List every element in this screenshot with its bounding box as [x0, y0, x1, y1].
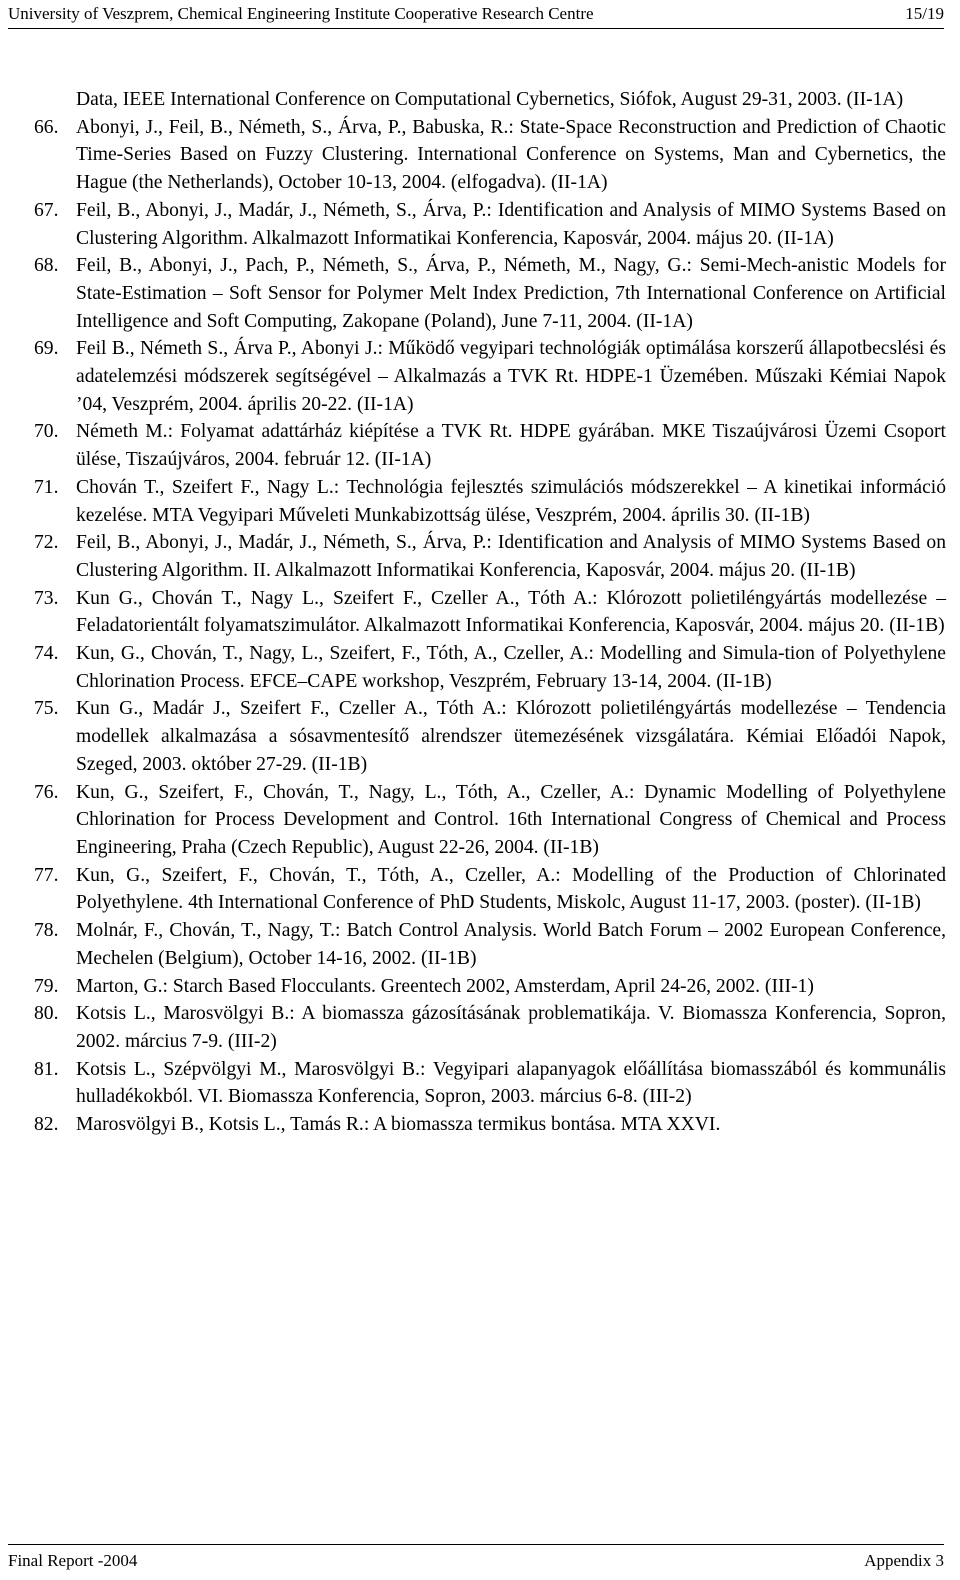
- reference-item: [34, 695, 946, 778]
- reference-item: [34, 418, 946, 473]
- reference-item: [76, 86, 946, 114]
- reference-text: Kotsis L., Szépvölgyi M., Marosvölgyi B.: Vegyipari alapanyagok előállítása biomasszából és kommunális hulladékokból. VI. Biomassza Konferencia, Sopron, 2003. március 6-8. (III-2): [76, 1058, 946, 1108]
- reference-item: [34, 1056, 946, 1111]
- reference-number: 73.: [34, 587, 59, 609]
- reference-number: 77.: [34, 864, 59, 886]
- header-institution: University of Veszprem, Chemical Engineering Institute Cooperative Research Centre: [8, 4, 594, 23]
- reference-text: Kun G., Chován T., Nagy L., Szeifert F., Czeller A., Tóth A.: Klórozott polietiléngyártás modellezése – Feladatorientált folyamatszimulátor. Alkalmazott Informatikai Konferencia, Kaposvár, 2004. május 20. (II-1B): [76, 587, 946, 637]
- reference-item: [34, 252, 946, 335]
- reference-text: Feil, B., Abonyi, J., Madár, J., Németh, S., Árva, P.: Identification and Analysis of MIMO Systems Based on Clustering Algorithm. Alkalmazott Informatikai Konferencia, Kaposvár, 2004. május 20. (II-1A): [76, 199, 946, 249]
- reference-item: [34, 585, 946, 640]
- reference-item: [34, 862, 946, 917]
- reference-text: Marton, G.: Starch Based Flocculants. Greentech 2002, Amsterdam, April 24-26, 2002. (III-1): [76, 975, 814, 997]
- reference-number: 80.: [34, 1003, 59, 1025]
- reference-text: Feil, B., Abonyi, J., Madár, J., Németh, S., Árva, P.: Identification and Analysis of MIMO Systems Based on Clustering Algorithm. II. Alkalmazott Informatikai Konferencia, Kaposvár, 2004. május 20. (II-1B): [76, 532, 946, 581]
- reference-text: Kotsis L., Marosvölgyi B.: A biomassza gázosításának problematikája. V. Biomassza Konferencia, Sopron, 2002. március 7-9. (III-2): [76, 1003, 946, 1052]
- reference-number: 76.: [34, 781, 59, 803]
- reference-number: 69.: [34, 338, 59, 360]
- page-footer: [8, 1544, 944, 1575]
- footer-report-title: Final Report -2004: [8, 1551, 138, 1570]
- reference-number: 79.: [34, 975, 59, 997]
- reference-number: 67.: [34, 199, 59, 221]
- reference-item: [34, 640, 946, 695]
- reference-text: Abonyi, J., Feil, B., Németh, S., Árva, P., Babuska, R.: State-Space Reconstruction and Prediction of Chaotic Time-Series Based on Fuzzy Clustering. International Conference on Systems, Man and Cybernetics, the Hague (the Netherlands), October 10-13, 2004. (elfogadva). (II-1A): [76, 116, 946, 194]
- reference-text: Feil B., Németh S., Árva P., Abonyi J.: Működő vegyipari technológiák optimálása korszerű állapotbecslési és adatelemzési módszerek segítségével – Alkalmazás a TVK Rt. HDPE-1 Üzemében. Műszaki Kémiai Napok ’04, Veszprém, 2004. április 20-22. (II-1A): [76, 338, 946, 415]
- reference-list: [34, 86, 946, 1139]
- reference-number: 72.: [34, 532, 59, 554]
- reference-number: 81.: [34, 1058, 59, 1080]
- reference-item: [34, 1000, 946, 1055]
- reference-number: 74.: [34, 643, 59, 665]
- reference-text: Chován T., Szeifert F., Nagy L.: Technológia fejlesztés szimulációs módszerekkel – A kinetikai információ kezelése. MTA Vegyipari Műveleti Munkabizottság ülése, Veszprém, 2004. április 30. (II-1B): [76, 476, 946, 526]
- reference-item: [34, 917, 946, 972]
- reference-item: [34, 197, 946, 252]
- reference-item: [34, 779, 946, 862]
- reference-number: 68.: [34, 255, 59, 277]
- header-page-number: 15/19: [905, 4, 944, 23]
- reference-item: [34, 973, 946, 1001]
- reference-text: Kun, G., Szeifert, F., Chován, T., Tóth, A., Czeller, A.: Modelling of the Production of Chlorinated Polyethylene. 4th International Conference of PhD Students, Miskolc, August 11-17, 2003. (poster). (II-1B): [76, 864, 946, 914]
- reference-text: Molnár, F., Chován, T., Nagy, T.: Batch Control Analysis. World Batch Forum – 2002 European Conference, Mechelen (Belgium), October 14-16, 2002. (II-1B): [76, 920, 946, 969]
- page-header: [8, 0, 944, 29]
- reference-number: 75.: [34, 698, 59, 720]
- reference-text: Kun, G., Chován, T., Nagy, L., Szeifert, F., Tóth, A., Czeller, A.: Modelling and Simula-tion of Polyethylene Chlorination Process. EFCE–CAPE workshop, Veszprém, February 13-14, 2004. (II-1B): [76, 643, 946, 692]
- reference-number: 71.: [34, 476, 59, 498]
- footer-appendix-label: Appendix 3: [864, 1551, 944, 1570]
- reference-number: 66.: [34, 116, 59, 138]
- reference-number: 82.: [34, 1114, 59, 1136]
- reference-item: [34, 529, 946, 584]
- reference-item: [34, 1111, 946, 1139]
- reference-text: Marosvölgyi B., Kotsis L., Tamás R.: A biomassza termikus bontása. MTA XXVI.: [76, 1114, 721, 1136]
- reference-number: 70.: [34, 421, 59, 443]
- reference-number: 78.: [34, 920, 59, 942]
- reference-item: [34, 335, 946, 418]
- reference-item: [34, 474, 946, 529]
- reference-text: Feil, B., Abonyi, J., Pach, P., Németh, S., Árva, P., Németh, M., Nagy, G.: Semi-Mech-anistic Models for State-Estimation – Soft Sensor for Polymer Melt Index Prediction, 7th International Conference on Artificial Intelligence and Soft Computing, Zakopane (Poland), June 7-11, 2004. (II-1A): [76, 255, 946, 332]
- reference-text: Data, IEEE International Conference on Computational Cybernetics, Siófok, August 29-31, 2003. (II-1A): [76, 89, 904, 110]
- reference-text: Kun G., Madár J., Szeifert F., Czeller A., Tóth A.: Klórozott polietiléngyártás modellezése – Tendencia modellek alkalmazása a sósavmentesítő alrendszer ütemezésének vizsgálatára. Kémiai Előadói Napok, Szeged, 2003. október 27-29. (II-1B): [76, 698, 946, 775]
- reference-text: Németh M.: Folyamat adattárház kiépítése a TVK Rt. HDPE gyárában. MKE Tiszaújvárosi Üzemi Csoport ülése, Tiszaújváros, 2004. február 12. (II-1A): [76, 421, 946, 471]
- reference-item: [34, 114, 946, 197]
- reference-text: Kun, G., Szeifert, F., Chován, T., Nagy, L., Tóth, A., Czeller, A.: Dynamic Modelling of Polyethylene Chlorination for Process Development and Control. 16th International Congress of Chemical and Process Engineering, Praha (Czech Republic), August 22-26, 2004. (II-1B): [76, 781, 946, 858]
